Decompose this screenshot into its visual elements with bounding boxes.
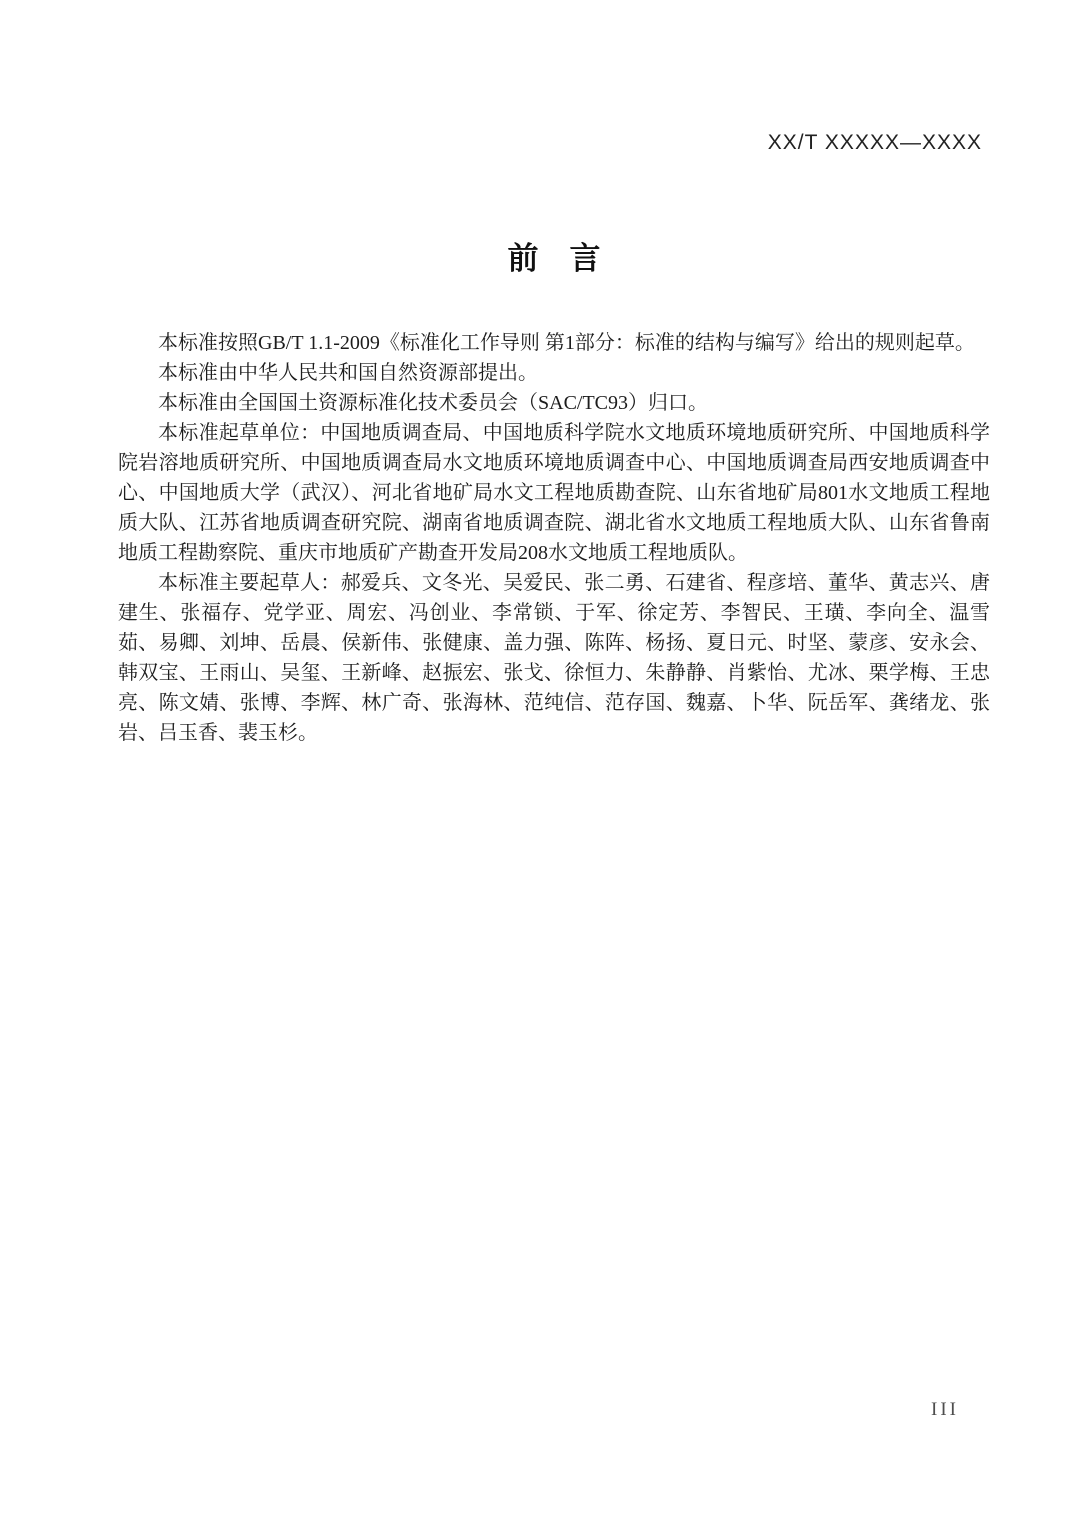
standard-code-header: XX/T XXXXX—XXXX	[767, 131, 982, 154]
page-title: 前 言	[507, 241, 601, 276]
paragraph-committee: 本标准由全国国土资源标准化技术委员会（SAC/TC93）归口。	[158, 392, 709, 414]
page-number: III	[931, 1399, 959, 1420]
paragraph-proposed-by: 本标准由中华人民共和国自然资源部提出。	[158, 362, 538, 384]
paragraph-drafting-rule: 本标准按照GB/T 1.1-2009《标准化工作导则 第1部分：标准的结构与编写》给出的规则起草。	[158, 332, 975, 354]
document-body	[118, 328, 990, 748]
paragraph-drafting-organizations: 本标准起草单位：中国地质调查局、中国地质科学院水文地质环境地质研究所、中国地质科学院岩溶地质研究所、中国地质调查局水文地质环境地质调查中心、中国地质调查局西安地质调查中心、中国地质大学（武汉）、河北省地矿局水文工程地质勘查院、山东省地矿局801水文地质工程地质大队、江苏省地质调查研究院、湖南省地质调查院、湖北省水文地质工程地质大队、山东省鲁南地质工程勘察院、重庆市地质矿产勘查开发局208水文地质工程地质队。	[118, 422, 990, 564]
paragraph-main-drafters: 本标准主要起草人：郝爱兵、文冬光、吴爱民、张二勇、石建省、程彦培、董华、黄志兴、唐建生、张福存、党学亚、周宏、冯创业、李常锁、于军、徐定芳、李智民、王璜、李向全、温雪茹、易卿、刘坤、岳晨、侯新伟、张健康、盖力强、陈阵、杨扬、夏日元、时坚、蒙彦、安永会、韩双宝、王雨山、吴玺、王新峰、赵振宏、张戈、徐恒力、朱静静、肖紫怡、尤冰、栗学梅、王忠亮、陈文婧、张博、李辉、林广奇、张海林、范纯信、范存国、魏嘉、卜华、阮岳军、龚绪龙、张岩、吕玉香、裴玉杉。	[118, 572, 990, 744]
